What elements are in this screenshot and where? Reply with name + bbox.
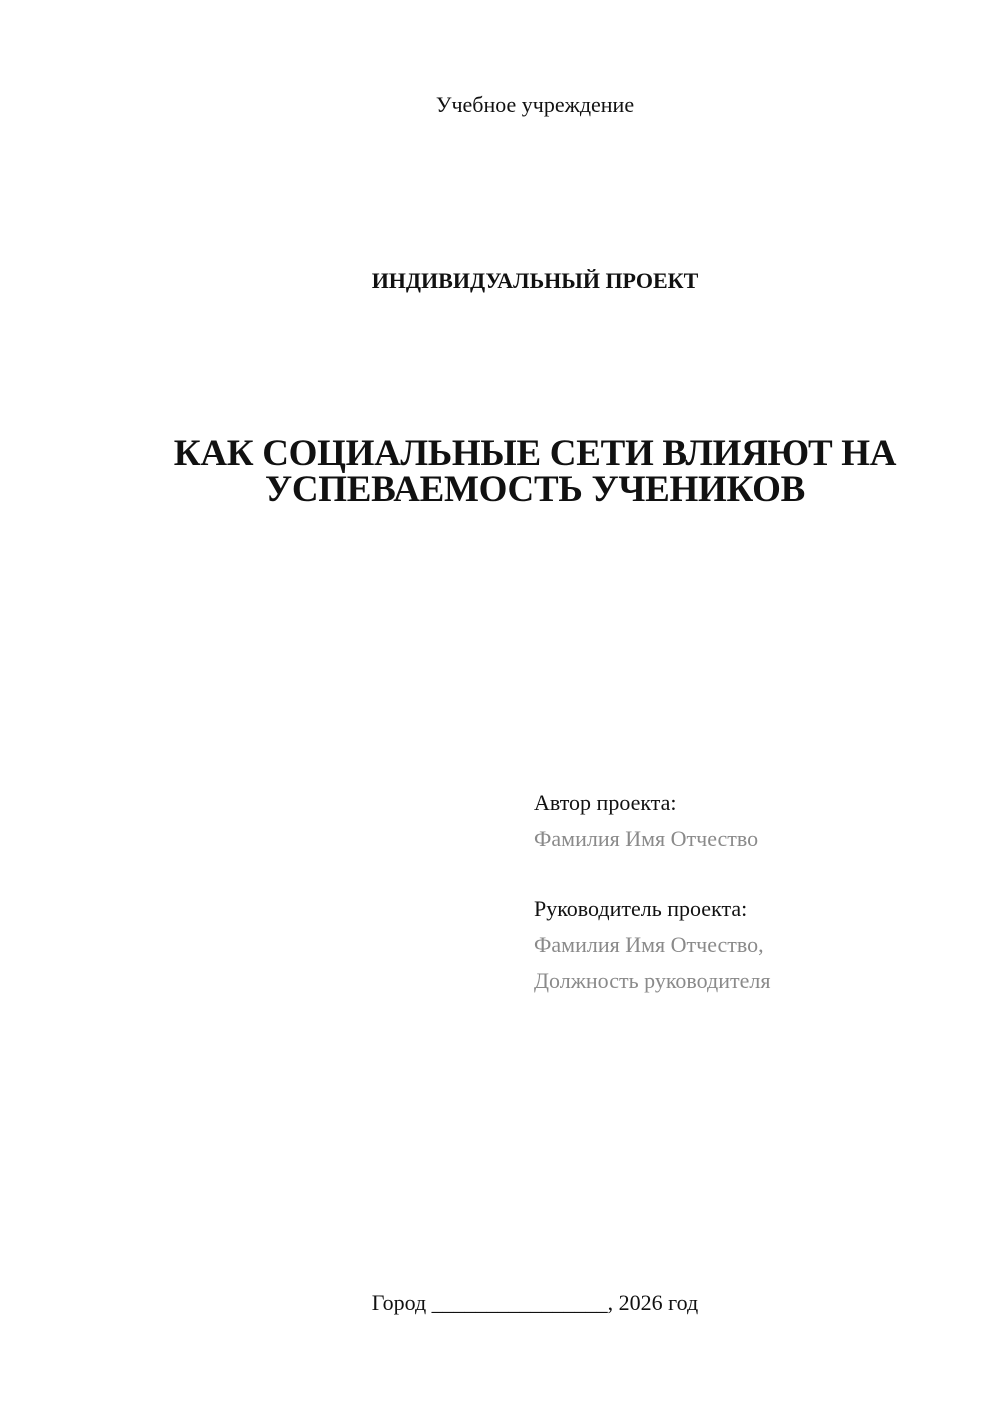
- project-type: ИНДИВИДУАЛЬНЫЙ ПРОЕКТ: [371, 268, 699, 293]
- project-title: [120, 433, 950, 510]
- supervisor-label: Руководитель проекта:: [534, 896, 748, 921]
- title-line-1: КАК СОЦИАЛЬНЫЕ СЕТИ ВЛИЯЮТ НА: [173, 433, 897, 474]
- supervisor-name: Фамилия Имя Отчество,: [534, 932, 764, 957]
- title-line-2: УСПЕВАЕМОСТЬ УЧЕНИКОВ: [265, 469, 805, 510]
- supervisor-position: Должность руководителя: [534, 968, 771, 993]
- institution-name: Учебное учреждение: [435, 92, 635, 117]
- author-block: [534, 785, 758, 857]
- city-year: Город ________________, 2026 год: [371, 1290, 699, 1315]
- author-label: Автор проекта:: [534, 790, 677, 815]
- supervisor-block: [534, 891, 770, 999]
- author-name: Фамилия Имя Отчество: [534, 826, 759, 851]
